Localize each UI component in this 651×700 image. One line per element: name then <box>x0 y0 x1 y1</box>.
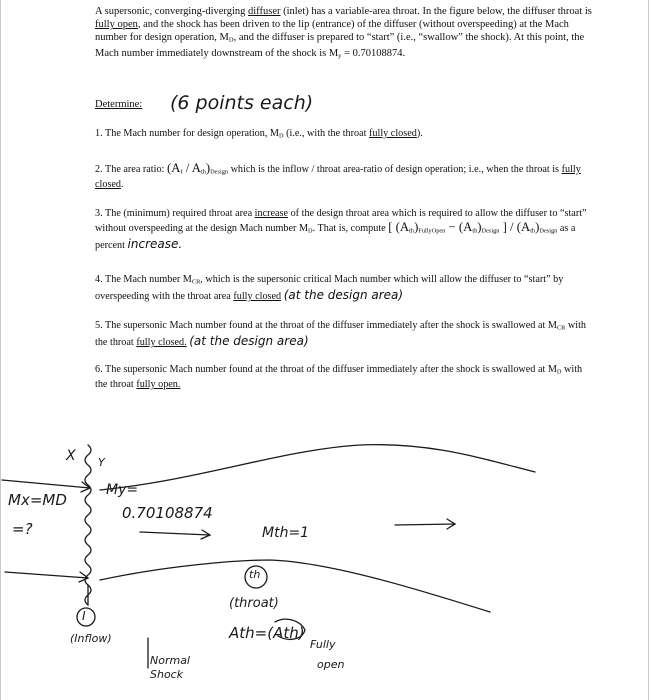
y-station-label: Y <box>98 456 105 469</box>
question-4: 4. The Mach number $M_{CR}$, which is the supersonic critical Mach number which will allow the diffuser to “start” by overspeeding with the throat area fully closed (at the design area) <box>95 274 564 303</box>
shock-label: Shock <box>150 668 184 681</box>
question-6: 6. The supersonic Mach number found at the throat of the diffuser immediately after the shock is swallowed at $M_D$ with the throat fully open. <box>95 364 583 391</box>
x-station-label: X <box>66 448 76 464</box>
determine-label: Determine: <box>95 99 143 110</box>
diffuser-upper-wall <box>100 445 535 490</box>
inflow-circle-label: I <box>82 609 86 623</box>
question-3: 3. The (minimum) required throat area increase of the design throat area which is required to allow the diffuser to “start” without overspeeding at the design Mach number $M_D$. That is, compute [ $(A_{th})_{FullyOpen} - (A_{th})_{Design}$ ] / $(A_{th})_{Design}$ as a percent increase. <box>95 208 587 251</box>
my-value: 0.70108874 <box>122 504 213 522</box>
inflow-arrow-top <box>2 480 90 488</box>
normal-shock-line <box>85 445 91 605</box>
mx-label: Mx=MD <box>8 491 67 509</box>
mx-question-label: =? <box>12 520 33 538</box>
throat-label: (throat) <box>229 596 279 611</box>
flow-arrow-middle <box>140 532 210 535</box>
inflow-label: (Inflow) <box>70 632 112 645</box>
throat-mach-label: Mth=1 <box>262 525 310 541</box>
points-note: (6 points each) <box>170 92 314 114</box>
normal-label: Normal <box>150 654 190 667</box>
problem-intro: A supersonic, converging-diverging diffuser (inlet) has a variable-area throat. In the figure below, the diffuser throat is fully open, and the shock has been driven to the lip (entrance) of the diffuser (without overspeeding) at the Mach number for design operation, $M_D$, and the diffuser is prepared to “start” (i.e., “swallow” the shock). At this point, the Mach number immediately downstream of the shock is $M_y = 0.70108874$. <box>95 6 592 60</box>
inflow-arrow-bottom <box>5 572 88 578</box>
flow-arrow-exit <box>395 524 455 525</box>
question-1: 1. The Mach number for design operation, $M_D$ (i.e., with the throat fully closed). <box>95 128 423 140</box>
question-2: 2. The area ratio: $(A_I / A_{th})_{Design}$ which is the inflow / throat area-ratio of design operation; i.e., when the throat is fully closed. <box>95 161 581 191</box>
inflow-circle <box>77 608 95 626</box>
open-label: open <box>317 658 345 671</box>
my-label: My= <box>106 482 139 498</box>
fully-label: Fully <box>310 638 336 651</box>
throat-area-label: Ath=(Ath) <box>229 624 305 642</box>
question-5: 5. The supersonic Mach number found at the throat of the diffuser immediately after the shock is swallowed at $M_{CR}$ with the throat fully closed. (at the design area) <box>95 320 586 349</box>
diffuser-lower-wall <box>100 560 490 612</box>
throat-circle-label: th <box>249 568 261 581</box>
